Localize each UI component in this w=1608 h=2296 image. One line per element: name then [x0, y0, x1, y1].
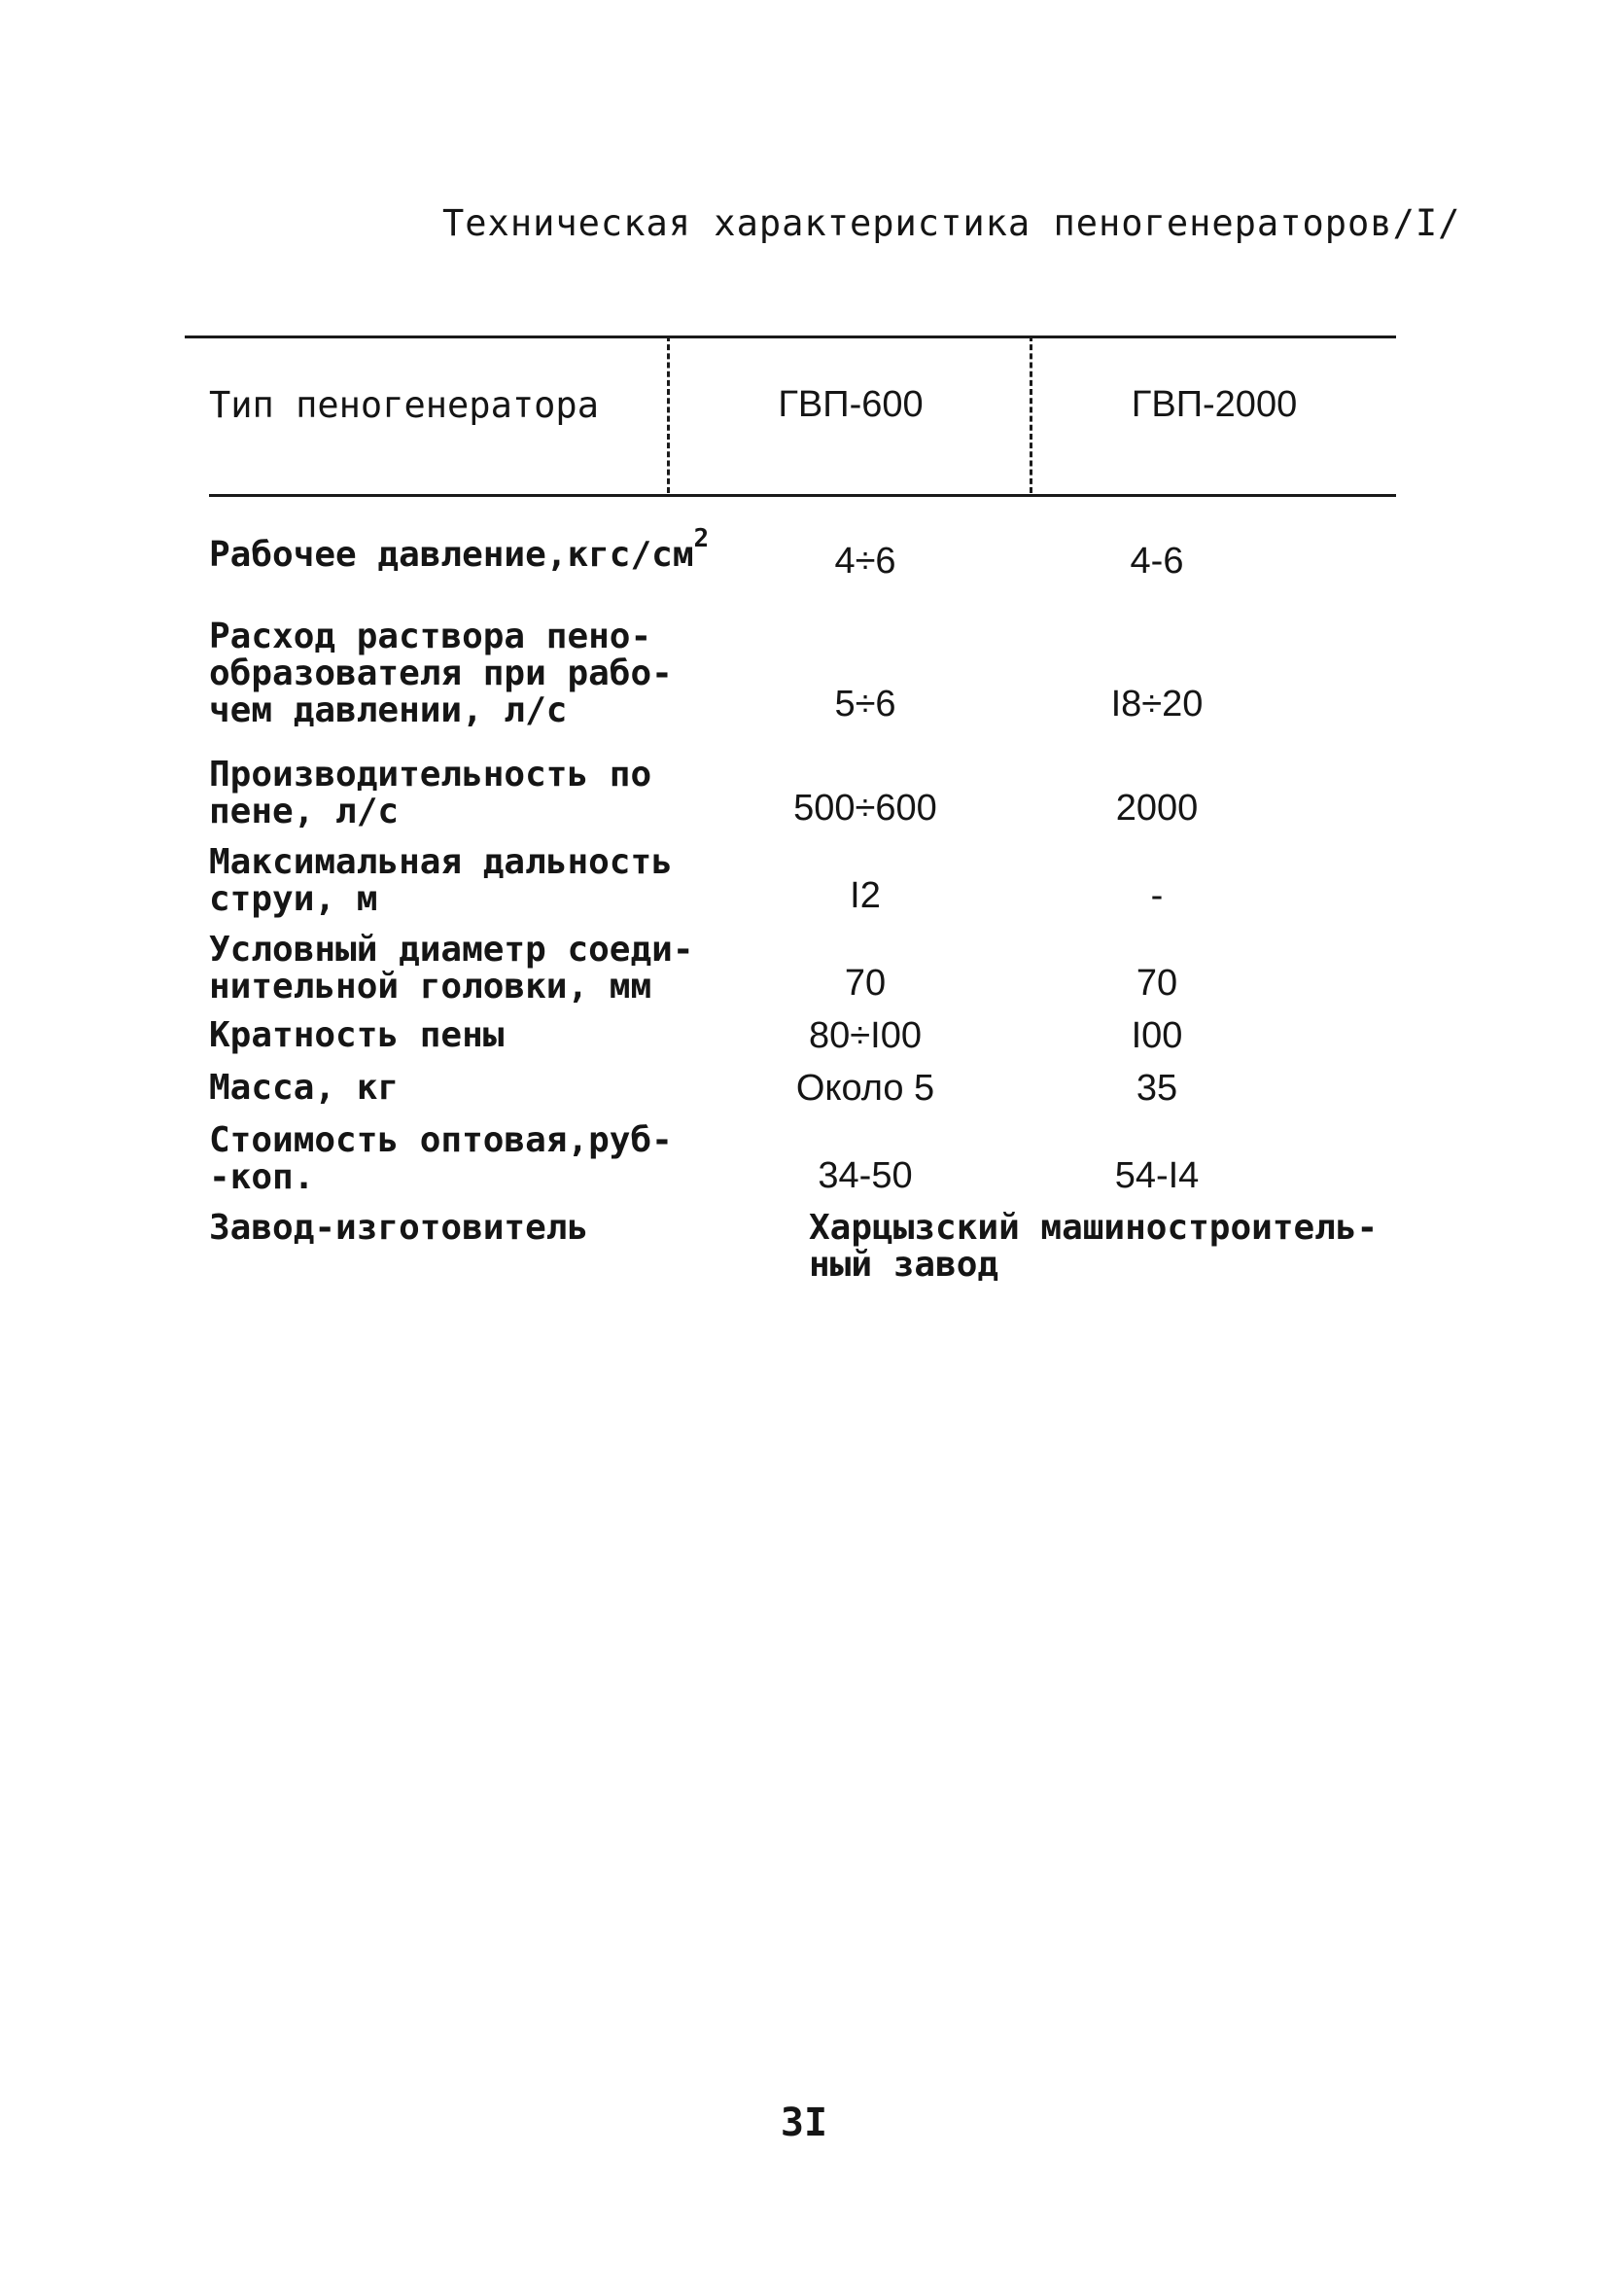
row-label-price: Стоимость оптовая,руб- -коп. — [209, 1120, 673, 1197]
value-gvp2000-price: 54-I4 — [1114, 1155, 1200, 1196]
value-gvp2000-capacity: 2000 — [1115, 788, 1199, 829]
row-label-range: Максимальная дальность струи, м — [209, 842, 673, 919]
superscript: 2 — [693, 524, 710, 553]
header-gvp-2000: ГВП-2000 — [1131, 384, 1298, 425]
value-gvp600-mass: Около 5 — [795, 1068, 935, 1109]
value-gvp600-expansion: 80÷I00 — [809, 1015, 922, 1056]
value-gvp600-range: I2 — [850, 875, 881, 916]
value-gvp600-capacity: 500÷600 — [793, 788, 937, 829]
value-gvp2000-diameter: 70 — [1136, 963, 1178, 1004]
page-number: 3I — [780, 2101, 828, 2145]
row-label-expansion: Кратность пены — [209, 1015, 505, 1055]
value-manufacturer: Харцызский машиностроитель- ный завод — [809, 1208, 1379, 1285]
value-gvp2000-pressure: 4-6 — [1130, 541, 1184, 582]
table-top-rule — [185, 336, 1396, 338]
row-label-mass: Масса, кг — [209, 1068, 400, 1108]
value-gvp2000-range: - — [1150, 875, 1164, 916]
value-gvp2000-expansion: I00 — [1131, 1015, 1183, 1056]
page-title: Техническая характеристика пеногенераторов/I/ — [442, 202, 1461, 244]
row-label-diameter: Условный диаметр соеди- нительной головки, мм — [209, 930, 694, 1007]
value-gvp2000-mass: 35 — [1136, 1068, 1178, 1109]
row-label-flow: Расход раствора пено- образователя при рабо- чем давлении, л/с — [209, 617, 673, 730]
header-gvp-600: ГВП-600 — [778, 384, 924, 425]
value-gvp600-flow: 5÷6 — [834, 684, 896, 724]
value-gvp600-diameter: 70 — [844, 963, 887, 1004]
value-gvp600-price: 34-50 — [818, 1155, 913, 1196]
row-label-manufacturer: Завод-изготовитель — [209, 1208, 589, 1248]
header-type-label: Тип пеногенератора — [209, 384, 599, 426]
value-gvp600-pressure: 4÷6 — [834, 541, 896, 582]
row-label-capacity: Производительность по пене, л/с — [209, 755, 652, 831]
row-label-pressure: Рабочее $давление,кгс/см^2$ — [209, 524, 710, 575]
table-header-rule — [209, 494, 1396, 497]
value-gvp2000-flow: I8÷20 — [1110, 684, 1204, 724]
